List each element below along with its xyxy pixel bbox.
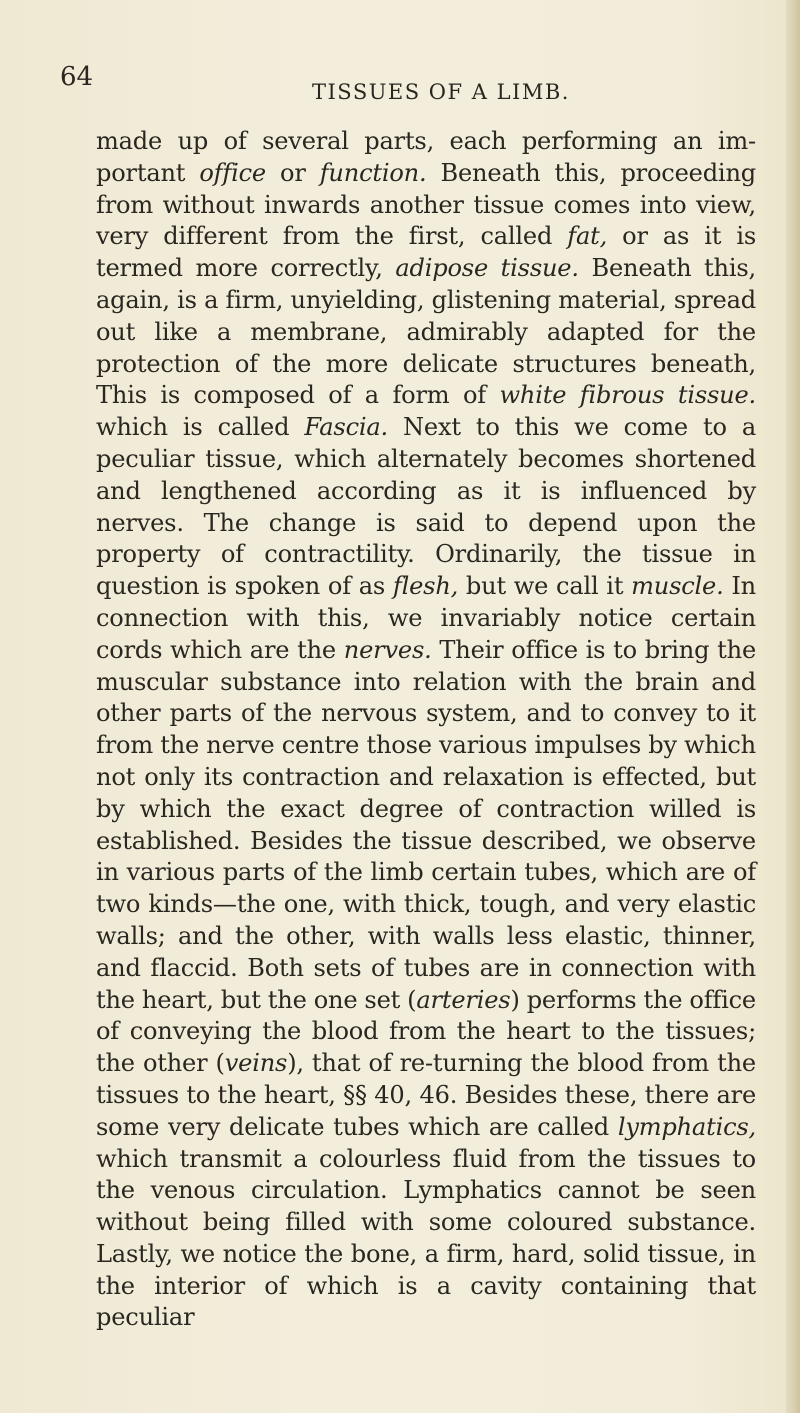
text-run: Next to this we come to a peculiar tissue, which alternately becomes shortened and lengthened according as it is influenced by nerves. The change is said to depend upon the property of contractility. Ordinarily, the tissue in question is spoken of as <box>96 413 756 601</box>
page-number: 64 <box>60 62 94 92</box>
text-run: Beneath this, again, is a firm, unyielding, glistening material, spread out like a membrane, admirably adapted for the protection of the more delicate structures beneath, This is composed of a form of <box>96 254 756 410</box>
italic-term: fat, <box>567 222 608 251</box>
italic-term: nerves. <box>343 635 432 664</box>
text-run: which is called <box>96 413 305 442</box>
italic-term: muscle. <box>631 572 724 601</box>
text-run: In connection with this, we invariably notice certain cords which are the <box>96 572 756 664</box>
running-head: TISSUES OF A LIMB. <box>312 80 570 104</box>
italic-term: function. <box>319 158 427 187</box>
text-run: made up of several parts, each performing an im-portant <box>96 127 756 187</box>
text-run: or as it is termed more correctly, <box>96 222 757 283</box>
italic-term: arteries <box>416 985 511 1014</box>
italic-term: white fibrous tissue. <box>499 381 756 410</box>
text-run: which transmit a colourless fluid from the tissues to the venous circulation. Lymphatics cannot be seen without being filled with some coloured substance. Lastly, we notice the bone, a firm, hard, solid tissue, in the interior of which is a cavity containing that peculiar <box>96 1144 756 1332</box>
text-run: ), that of re-turning the blood from the tissues to the heart, §§ 40, 46. Besides these, there are some very delicate tubes which are called <box>96 1049 756 1141</box>
italic-term: veins <box>224 1049 288 1078</box>
italic-term: flesh, <box>392 572 459 601</box>
page-edge-shadow <box>786 0 800 1413</box>
body-paragraph <box>96 126 756 1334</box>
italic-term: lymphatics, <box>617 1112 756 1141</box>
text-run: or <box>265 158 320 187</box>
italic-term: adipose tissue. <box>395 254 579 283</box>
text-run: Their office is to bring the muscular substance into relation with the brain and other parts of the nervous system, and to convey to it from the nerve centre those various impulses by which not only its contraction and relaxation is effected, but by which the exact degree of contraction willed is established. Besides the tissue described, we observe in various parts of the limb certain tubes, which are of two kinds—the one, with thick, tough, and very elastic walls; and the other, with walls less elastic, thinner, and flaccid. Both sets of tubes are in connection with the heart, but the one set ( <box>96 635 756 1014</box>
text-run: Beneath this, proceeding from without inwards another tissue comes into view, very different from the first, called <box>96 158 756 251</box>
italic-term: office <box>199 158 266 187</box>
italic-term: Fascia. <box>304 413 388 442</box>
text-run: ) performs the office of conveying the blood from the heart to the tissues; the other ( <box>96 985 756 1078</box>
text-run: but we call it <box>458 572 632 601</box>
